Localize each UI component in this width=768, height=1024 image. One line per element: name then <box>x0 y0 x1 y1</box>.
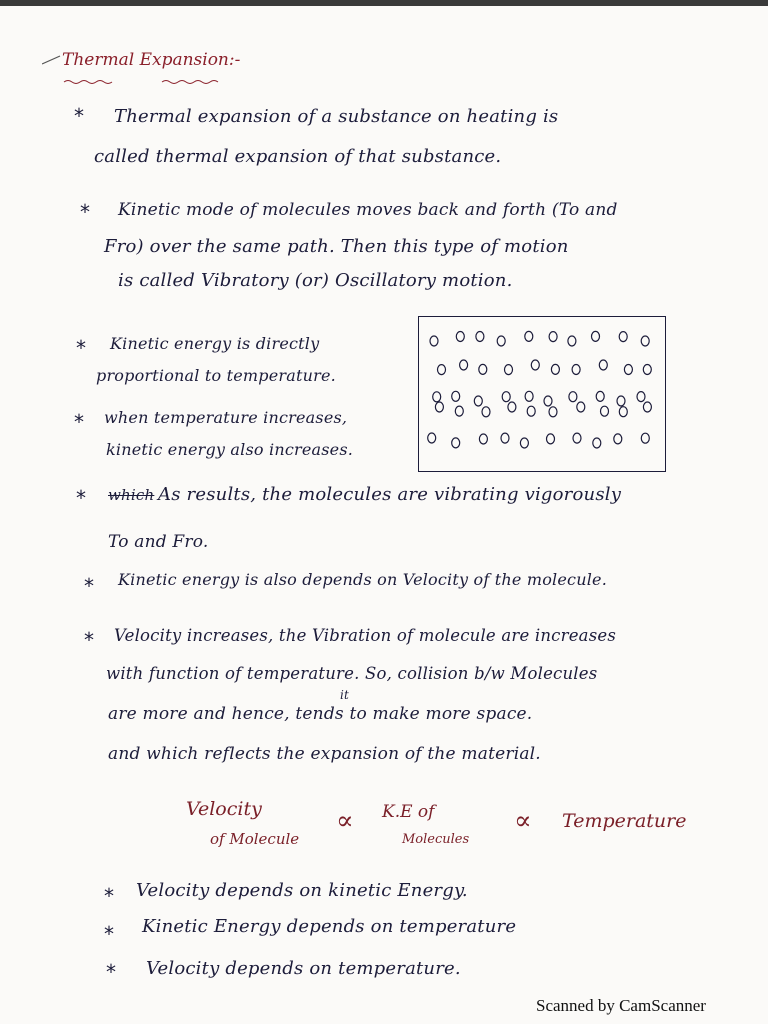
molecule-dot <box>428 433 436 443</box>
page-title: Thermal Expansion:- <box>62 50 241 70</box>
molecule-dot <box>617 396 625 406</box>
bullet-icon: * <box>104 922 114 946</box>
relation-velocity: Velocity <box>186 798 262 820</box>
molecule-dot <box>482 407 490 417</box>
molecule-dot <box>525 331 533 341</box>
molecule-dot <box>479 434 487 444</box>
bullet-icon: * <box>76 336 86 360</box>
text-line: called thermal expansion of that substance. <box>94 146 502 167</box>
bullet-icon: * <box>80 200 90 224</box>
molecule-dot <box>593 438 601 448</box>
text-line: Fro) over the same path. Then this type of motion <box>104 236 569 257</box>
molecule-dot <box>452 438 460 448</box>
text-line: Kinetic mode of molecules moves back and forth (To and <box>118 200 618 220</box>
text-line: Kinetic energy is also depends on Velocity of the molecule. <box>118 570 607 589</box>
bullet-icon: * <box>104 884 114 908</box>
text-line: are more and hence, tends to make more space. <box>108 704 533 724</box>
text-line: Kinetic Energy depends on temperature <box>142 916 517 937</box>
bullet-icon: * <box>84 574 94 598</box>
molecule-dot <box>549 332 557 342</box>
molecule-dot <box>569 392 577 402</box>
text-line: To and Fro. <box>108 532 209 552</box>
bullet-icon: * <box>74 104 84 128</box>
molecule-dot <box>476 332 484 342</box>
text-line: Thermal expansion of a substance on heating is <box>114 106 559 127</box>
relation-ke: K.E of <box>382 802 435 822</box>
molecule-dot <box>430 336 438 346</box>
molecule-dot <box>624 365 632 375</box>
molecule-dot <box>619 332 627 342</box>
scanner-watermark: Scanned by CamScanner <box>536 996 706 1015</box>
bullet-icon: * <box>74 410 84 434</box>
molecule-dot <box>549 407 557 417</box>
molecule-dot <box>547 434 555 444</box>
text-line: Velocity depends on temperature. <box>146 958 461 979</box>
molecule-dot <box>592 331 600 341</box>
proportional-symbol: ∝ <box>514 806 532 836</box>
molecule-dot <box>614 434 622 444</box>
molecule-dot <box>520 438 528 448</box>
bullet-icon: * <box>76 486 86 510</box>
text-line: As results, the molecules are vibrating vigorously <box>158 484 622 505</box>
molecule-dot <box>619 407 627 417</box>
relation-velocity-sub: of Molecule <box>210 830 300 848</box>
molecule-dot <box>505 365 513 375</box>
molecule-dot <box>497 336 505 346</box>
molecule-dot <box>641 336 649 346</box>
molecule-dot <box>527 406 535 416</box>
molecule-dot <box>643 365 651 375</box>
molecule-dot <box>637 392 645 402</box>
molecule-dot <box>456 332 464 342</box>
text-line: and which reflects the expansion of the material. <box>108 744 541 764</box>
molecule-dot <box>531 360 539 370</box>
molecule-dot <box>438 365 446 375</box>
insertion-mark: it <box>340 688 350 702</box>
bullet-icon: * <box>84 628 94 652</box>
molecule-dot <box>433 392 441 402</box>
molecule-dot <box>577 402 585 412</box>
text-line: with function of temperature. So, collision b/w Molecules <box>106 664 598 683</box>
molecule-diagram-dots <box>418 316 664 470</box>
molecule-dot <box>544 396 552 406</box>
molecule-dot <box>508 402 516 412</box>
molecule-dot <box>502 392 510 402</box>
molecule-dot <box>435 402 443 412</box>
molecule-dot <box>599 360 607 370</box>
text-line: Kinetic energy is directly <box>110 334 320 353</box>
text-line: when temperature increases, <box>104 408 348 427</box>
text-line: kinetic energy also increases. <box>106 440 354 459</box>
struck-word: which <box>108 486 155 504</box>
text-line: Velocity increases, the Vibration of molecule are increases <box>114 626 617 645</box>
molecule-dot <box>501 433 509 443</box>
text-line: proportional to temperature. <box>96 366 336 385</box>
molecule-dot <box>572 365 580 375</box>
proportional-symbol: ∝ <box>336 806 354 836</box>
text-line: Velocity depends on kinetic Energy. <box>136 880 468 901</box>
molecule-dot <box>573 433 581 443</box>
molecule-dot <box>596 391 604 401</box>
molecule-dot <box>460 360 468 370</box>
molecule-dot <box>455 406 463 416</box>
molecule-dot <box>551 364 559 374</box>
molecule-dot <box>601 406 609 416</box>
molecule-dot <box>641 433 649 443</box>
molecule-dot <box>643 402 651 412</box>
text-line: is called Vibratory (or) Oscillatory motion. <box>118 270 513 291</box>
bullet-icon: * <box>106 960 116 984</box>
molecule-dot <box>452 391 460 401</box>
molecule-dot <box>525 391 533 401</box>
molecule-dot <box>479 364 487 374</box>
relation-ke-sub: Molecules <box>402 832 470 847</box>
molecule-dot <box>568 336 576 346</box>
molecule-dot <box>474 396 482 406</box>
relation-temperature: Temperature <box>562 810 687 832</box>
